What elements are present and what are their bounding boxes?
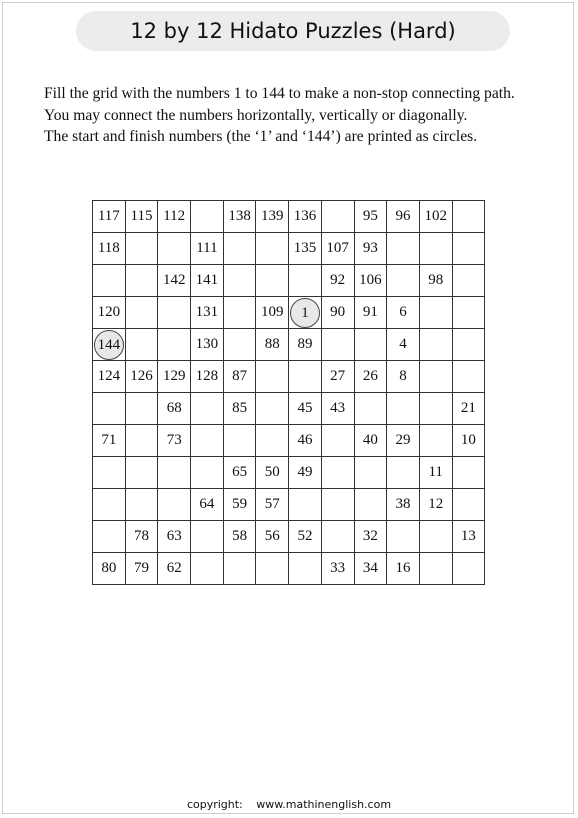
grid-cell: 142 <box>158 265 191 297</box>
grid-cell[interactable] <box>289 489 322 521</box>
circled-number: 1 <box>290 298 320 328</box>
grid-cell: 33 <box>321 553 354 585</box>
grid-cell: 79 <box>125 553 158 585</box>
grid-cell[interactable] <box>452 265 485 297</box>
grid-row <box>93 393 485 425</box>
grid-cell: 78 <box>125 521 158 553</box>
grid-row <box>93 297 485 329</box>
grid-cell: 96 <box>387 201 420 233</box>
instruction-line: You may connect the numbers horizontally, vertically or diagonally. <box>44 106 468 124</box>
grid-cell: 136 <box>289 201 322 233</box>
grid-cell[interactable] <box>452 233 485 265</box>
grid-cell[interactable] <box>93 489 126 521</box>
grid-cell: 93 <box>354 233 387 265</box>
grid-cell: 139 <box>256 201 289 233</box>
grid-cell: 58 <box>223 521 256 553</box>
grid-cell: 38 <box>387 489 420 521</box>
grid-cell[interactable] <box>93 393 126 425</box>
grid-cell: 64 <box>191 489 224 521</box>
grid-cell[interactable] <box>223 425 256 457</box>
grid-cell[interactable] <box>158 329 191 361</box>
grid-cell: 95 <box>354 201 387 233</box>
grid-cell: 92 <box>321 265 354 297</box>
grid-cell[interactable] <box>158 489 191 521</box>
grid-cell: 68 <box>158 393 191 425</box>
grid-cell[interactable] <box>256 233 289 265</box>
grid-cell: 4 <box>387 329 420 361</box>
grid-cell[interactable] <box>452 457 485 489</box>
grid-cell[interactable] <box>256 425 289 457</box>
grid-cell[interactable] <box>158 297 191 329</box>
grid-cell[interactable] <box>387 393 420 425</box>
grid-cell[interactable] <box>223 265 256 297</box>
grid-cell[interactable] <box>452 553 485 585</box>
grid-cell: 12 <box>419 489 452 521</box>
grid-cell[interactable] <box>125 297 158 329</box>
grid-cell: 56 <box>256 521 289 553</box>
grid-cell[interactable] <box>419 393 452 425</box>
grid-cell[interactable] <box>256 265 289 297</box>
grid-cell: 8 <box>387 361 420 393</box>
grid-cell[interactable] <box>321 457 354 489</box>
grid-row <box>93 265 485 297</box>
grid-cell: 63 <box>158 521 191 553</box>
grid-row <box>93 521 485 553</box>
grid-cell[interactable] <box>321 425 354 457</box>
grid-cell[interactable] <box>452 201 485 233</box>
grid-cell <box>289 297 322 329</box>
grid-cell[interactable] <box>223 329 256 361</box>
grid-cell: 135 <box>289 233 322 265</box>
grid-cell[interactable] <box>191 201 224 233</box>
grid-cell: 71 <box>93 425 126 457</box>
grid-cell: 91 <box>354 297 387 329</box>
grid-cell: 59 <box>223 489 256 521</box>
grid-cell: 98 <box>419 265 452 297</box>
grid-cell[interactable] <box>419 361 452 393</box>
grid-cell[interactable] <box>419 297 452 329</box>
grid-cell[interactable] <box>256 393 289 425</box>
grid-cell[interactable] <box>387 457 420 489</box>
grid-cell[interactable] <box>191 393 224 425</box>
grid-cell: 11 <box>419 457 452 489</box>
instructions <box>44 83 515 148</box>
grid-cell[interactable] <box>354 393 387 425</box>
grid-cell[interactable] <box>452 297 485 329</box>
grid-cell[interactable] <box>289 265 322 297</box>
grid-cell: 89 <box>289 329 322 361</box>
grid-cell: 80 <box>93 553 126 585</box>
instruction-line: The start and finish numbers (the ‘1’ and ‘144’) are printed as circles. <box>44 128 478 145</box>
grid-cell: 129 <box>158 361 191 393</box>
grid-cell[interactable] <box>125 265 158 297</box>
grid-cell[interactable] <box>191 553 224 585</box>
grid-cell[interactable] <box>125 329 158 361</box>
instruction-line: Fill the grid with the numbers 1 to 144 to make a non-stop connecting path. <box>44 85 515 102</box>
grid-cell[interactable] <box>125 457 158 489</box>
grid-cell[interactable] <box>419 521 452 553</box>
grid-cell[interactable] <box>452 361 485 393</box>
grid-cell[interactable] <box>321 521 354 553</box>
grid-cell[interactable] <box>419 553 452 585</box>
grid-cell[interactable] <box>387 521 420 553</box>
grid-cell[interactable] <box>158 233 191 265</box>
grid-cell: 128 <box>191 361 224 393</box>
grid-cell: 46 <box>289 425 322 457</box>
footer <box>0 798 578 811</box>
grid-cell: 50 <box>256 457 289 489</box>
grid-cell: 26 <box>354 361 387 393</box>
grid-cell[interactable] <box>354 329 387 361</box>
page-title: 12 by 12 Hidato Puzzles (Hard) <box>76 11 510 51</box>
grid-cell[interactable] <box>289 553 322 585</box>
grid-row <box>93 201 485 233</box>
grid-cell: 141 <box>191 265 224 297</box>
grid-cell[interactable] <box>256 361 289 393</box>
grid-cell: 32 <box>354 521 387 553</box>
grid-cell[interactable] <box>419 233 452 265</box>
grid-row <box>93 553 485 585</box>
grid-cell[interactable] <box>321 201 354 233</box>
grid-cell[interactable] <box>289 361 322 393</box>
grid-cell: 102 <box>419 201 452 233</box>
site-link[interactable]: www.mathinenglish.com <box>256 798 392 811</box>
grid-row <box>93 329 485 361</box>
grid-cell: 118 <box>93 233 126 265</box>
grid-cell[interactable] <box>125 425 158 457</box>
grid-row <box>93 425 485 457</box>
grid-cell[interactable] <box>93 521 126 553</box>
grid-cell: 90 <box>321 297 354 329</box>
grid-cell[interactable] <box>256 553 289 585</box>
grid-cell: 57 <box>256 489 289 521</box>
grid-cell: 112 <box>158 201 191 233</box>
grid-cell: 85 <box>223 393 256 425</box>
grid-cell: 88 <box>256 329 289 361</box>
grid-cell: 62 <box>158 553 191 585</box>
grid-row <box>93 233 485 265</box>
grid-cell: 13 <box>452 521 485 553</box>
grid-cell[interactable] <box>223 553 256 585</box>
grid-cell[interactable] <box>93 265 126 297</box>
grid-cell: 73 <box>158 425 191 457</box>
grid-cell: 27 <box>321 361 354 393</box>
grid-cell: 120 <box>93 297 126 329</box>
hidato-grid <box>92 200 485 585</box>
grid-cell[interactable] <box>354 457 387 489</box>
grid-cell: 49 <box>289 457 322 489</box>
grid-cell[interactable] <box>452 329 485 361</box>
grid-cell: 43 <box>321 393 354 425</box>
grid-cell: 29 <box>387 425 420 457</box>
grid-cell[interactable] <box>125 393 158 425</box>
grid-cell: 34 <box>354 553 387 585</box>
grid-cell: 117 <box>93 201 126 233</box>
grid-cell: 138 <box>223 201 256 233</box>
circled-number: 144 <box>94 330 124 360</box>
grid-cell[interactable] <box>93 457 126 489</box>
grid-cell[interactable] <box>125 489 158 521</box>
grid-cell: 40 <box>354 425 387 457</box>
grid-cell[interactable] <box>191 457 224 489</box>
grid-cell[interactable] <box>387 265 420 297</box>
grid-cell[interactable] <box>223 233 256 265</box>
grid-cell: 6 <box>387 297 420 329</box>
grid-cell: 45 <box>289 393 322 425</box>
grid-cell[interactable] <box>387 233 420 265</box>
grid-row <box>93 457 485 489</box>
grid-cell: 124 <box>93 361 126 393</box>
grid-cell[interactable] <box>191 425 224 457</box>
grid-cell[interactable] <box>452 489 485 521</box>
grid-cell: 109 <box>256 297 289 329</box>
grid-cell[interactable] <box>191 521 224 553</box>
grid-cell: 10 <box>452 425 485 457</box>
grid-cell: 107 <box>321 233 354 265</box>
grid-cell: 65 <box>223 457 256 489</box>
grid-cell[interactable] <box>158 457 191 489</box>
grid-row <box>93 361 485 393</box>
grid-cell: 115 <box>125 201 158 233</box>
grid-cell: 131 <box>191 297 224 329</box>
grid-cell[interactable] <box>354 489 387 521</box>
grid-cell: 21 <box>452 393 485 425</box>
grid-cell[interactable] <box>125 233 158 265</box>
grid-cell: 126 <box>125 361 158 393</box>
grid-cell: 130 <box>191 329 224 361</box>
grid-cell[interactable] <box>419 329 452 361</box>
grid-cell: 106 <box>354 265 387 297</box>
grid-cell[interactable] <box>321 489 354 521</box>
grid-cell: 111 <box>191 233 224 265</box>
grid-cell[interactable] <box>321 329 354 361</box>
grid-row <box>93 489 485 521</box>
grid-cell: 87 <box>223 361 256 393</box>
grid-cell[interactable] <box>223 297 256 329</box>
grid-cell: 52 <box>289 521 322 553</box>
grid-cell: 16 <box>387 553 420 585</box>
grid-cell <box>93 329 126 361</box>
grid-cell[interactable] <box>419 425 452 457</box>
copyright-label: copyright: <box>186 798 243 811</box>
